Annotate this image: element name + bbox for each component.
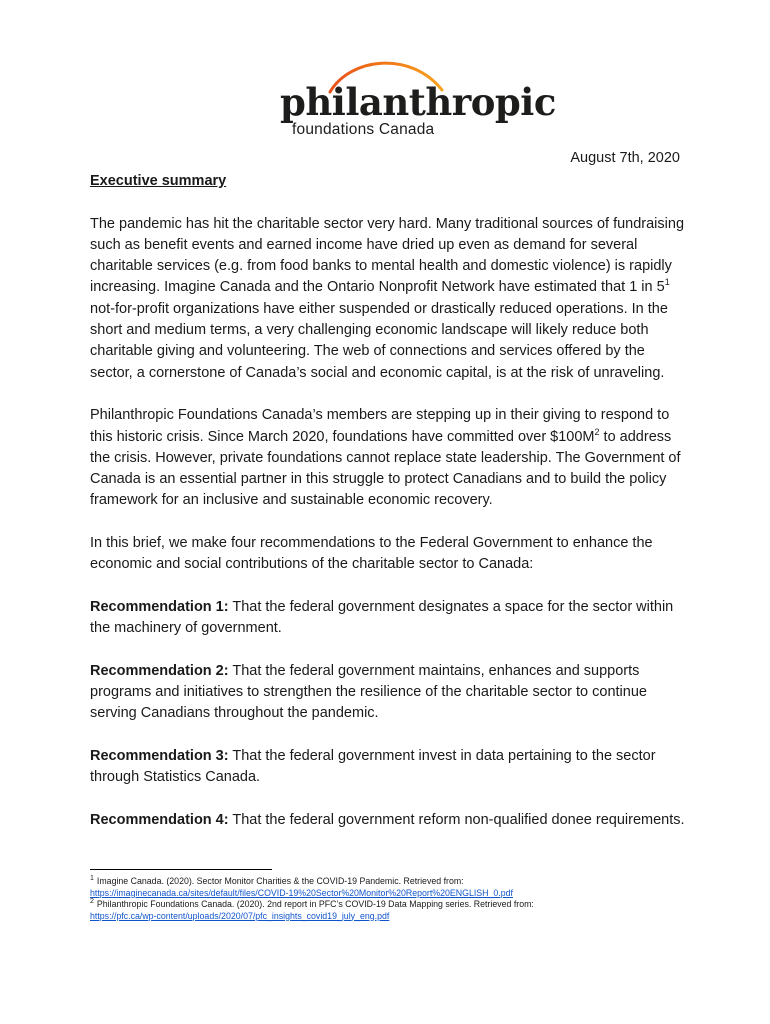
footnote-1: $^1$ Imagine Canada. (2020). Sector Monitor Charities & the COVID-19 Pandemic. Retrieved from: [90, 875, 464, 886]
footnote-separator [90, 869, 272, 870]
footnote-ref-2[interactable]: 2 [594, 426, 600, 437]
logo-wordmark: philanthropic [280, 80, 556, 124]
recommendation-2: Recommendation 2: That the federal government maintains, enhances and supports programs and initiatives to strengthen the resilience of the charitable sector to continue serving Canadians throughout the pandemic. [90, 662, 647, 722]
logo-subtitle: foundations Canada [292, 121, 435, 138]
footnotes [90, 876, 690, 922]
pfc-logo [270, 50, 556, 150]
document-date: August 7th, 2020 [570, 150, 680, 166]
paragraph-2: Philanthropic Foundations Canada’s members are stepping up in their giving to respond to this historic crisis. Since March 2020, foundations have committed over $\$100M^2$ to address the crisis. However, private foundations cannot replace state leadership. The Government of Canada is an essential partner in this struggle to protect Canadians and to build the policy framework for an inclusive and sustainable economic recovery. [90, 407, 681, 509]
footnote-2-link[interactable]: https://pfc.ca/wp-content/uploads/2020/07/pfc_insights_covid19_july_eng.pdf [90, 910, 390, 921]
recommendation-4: Recommendation 4: That the federal government reform non-qualified donee requirements. [90, 811, 685, 828]
document-body [90, 171, 690, 853]
footnote-ref-1[interactable]: 1 [664, 277, 670, 288]
executive-summary-heading: Executive summary [90, 173, 227, 189]
paragraph-3: In this brief, we make four recommendations to the Federal Government to enhance the economic and social contributions of the charitable sector to Canada: [90, 535, 653, 573]
footnote-1-link[interactable]: https://imaginecanada.ca/sites/default/files/COVID-19%20Sector%20Monitor%20Report%20ENGLISH_0.pdf [90, 887, 513, 898]
recommendation-1: Recommendation 1: That the federal government designates a space for the sector within the machinery of government. [90, 598, 674, 637]
paragraph-1: The pandemic has hit the charitable sector very hard. Many traditional sources of fundraising such as benefit events and earned income have dried up even as demand for several charitable services (e.g. from food banks to mental health and domestic violence) is rapidly increasing. Imagine Canada and the Ontario Nonprofit Network have estimated that 1 in $5^1$ not-for-profit organizations have either suspended or drastically reduced operations. In the short and medium terms, a very challenging economic landscape will likely reduce both charitable giving and volunteering. The web of connections and services offered by the sector, a cornerstone of Canada’s social and economic capital, is at the risk of unraveling. [90, 215, 685, 381]
recommendation-3: Recommendation 3: That the federal government invest in data pertaining to the sector through Statistics Canada. [90, 748, 656, 786]
footnote-2: $^2$ Philanthropic Foundations Canada. (2020). 2nd report in PFC’s COVID-19 Data Mapping series. Retrieved from: [90, 898, 534, 909]
